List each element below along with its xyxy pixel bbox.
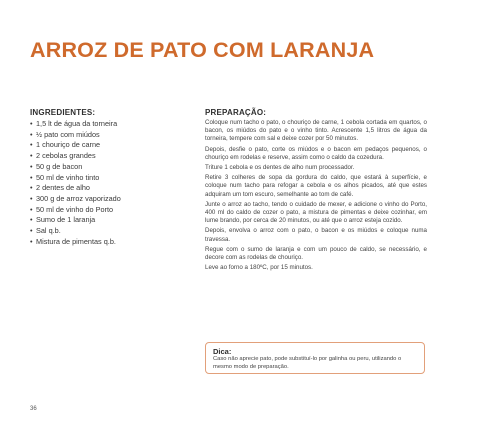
preparation-step: Coloque num tacho o pato, o chouriço de carne, 1 cebola cortada em quartos, o bacon, os miúdos do pato e o vinho tinto. Acrescente 1,5 litros de água da torneira, tempere com sal e deixe cozer por 50 minutos.	[205, 119, 427, 143]
ingredient-text: 300 g de arroz vaporizado	[36, 193, 121, 203]
bullet-icon: •	[30, 226, 33, 236]
ingredient-item	[30, 140, 190, 151]
ingredient-text: 2 cebolas grandes	[36, 151, 96, 161]
bullet-icon: •	[30, 215, 33, 225]
ingredient-text: 2 dentes de alho	[36, 183, 90, 193]
ingredient-item	[30, 151, 190, 162]
preparation-step: Junte o arroz ao tacho, tendo o cuidado de mexer, e adicione o vinho do Porto, 400 ml do caldo de cozer o pato, a mistura de pimentas e deixe cozinhar, em lume brando, por cerca de 20 minutos, ou até que o arroz esteja cozido.	[205, 200, 427, 225]
preparation-step: Leve ao forno a 180ºC, por 15 minutos.	[205, 264, 313, 272]
ingredient-text: ½ pato com miúdos	[36, 129, 100, 139]
recipe-title: ARROZ DE PATO COM LARANJA	[30, 38, 375, 62]
bullet-icon: •	[30, 193, 33, 203]
ingredient-item	[30, 194, 190, 205]
preparation-step: Depois, envolva o arroz com o pato, o bacon e os miúdos e coloque numa travessa.	[205, 227, 427, 243]
tip-title: Dica:	[213, 347, 232, 356]
ingredient-text: 50 ml de vinho do Porto	[36, 204, 114, 214]
ingredient-text: 50 g de bacon	[36, 161, 83, 171]
ingredient-item	[30, 205, 190, 216]
preparation-heading: PREPARAÇÃO:	[205, 108, 267, 117]
ingredient-item	[30, 226, 190, 237]
ingredient-item	[30, 119, 190, 130]
preparation-step: Retire 3 colheres de sopa da gordura do caldo, que estará à superfície, e coloque num tacho para refogar a cebola e os alhos picados, até que estes adquiram um tom escuro, semelhante ao tom de café.	[205, 174, 427, 198]
preparation-section	[205, 108, 427, 274]
bullet-icon: •	[30, 183, 33, 193]
bullet-icon: •	[30, 119, 33, 128]
ingredient-item	[30, 130, 190, 141]
ingredient-item	[30, 215, 190, 226]
ingredient-text: Sal q.b.	[36, 226, 61, 236]
tip-text: Caso não aprecie pato, pode substituí-lo por galinha ou peru, utilizando o mesmo modo de preparação.	[213, 356, 402, 370]
tip-box	[205, 342, 425, 374]
ingredient-text: Mistura de pimentas q.b.	[36, 236, 116, 246]
bullet-icon: •	[30, 204, 33, 214]
preparation-step: Depois, desfie o pato, corte os miúdos e o bacon em pedaços pequenos, o chouriço em rodelas e reserve, assim como o caldo da cozedura.	[205, 145, 427, 161]
bullet-icon: •	[30, 172, 33, 182]
ingredient-item	[30, 162, 190, 173]
page-number: 36	[30, 406, 37, 412]
bullet-icon: •	[30, 151, 33, 161]
ingredients-section	[30, 108, 190, 247]
ingredient-text: 50 ml de vinho tinto	[36, 172, 100, 182]
ingredient-item	[30, 183, 190, 194]
ingredients-list	[30, 119, 190, 247]
preparation-step: Regue com o sumo de laranja e com um pouco de caldo, se necessário, e decore com as rodelas de chouriço.	[205, 245, 427, 262]
ingredient-text: Sumo de 1 laranja	[36, 215, 96, 225]
bullet-icon: •	[30, 129, 33, 139]
ingredient-text: 1 chouriço de carne	[36, 140, 101, 150]
preparation-step: Triture 1 cebola e os dentes de alho num processador.	[205, 164, 355, 172]
ingredients-heading: INGREDIENTES:	[30, 108, 96, 117]
ingredient-text: 1,5 lt de água da torneira	[36, 119, 118, 128]
bullet-icon: •	[30, 161, 33, 171]
ingredient-item	[30, 237, 190, 248]
ingredient-item	[30, 173, 190, 184]
bullet-icon: •	[30, 140, 33, 150]
bullet-icon: •	[30, 236, 33, 246]
